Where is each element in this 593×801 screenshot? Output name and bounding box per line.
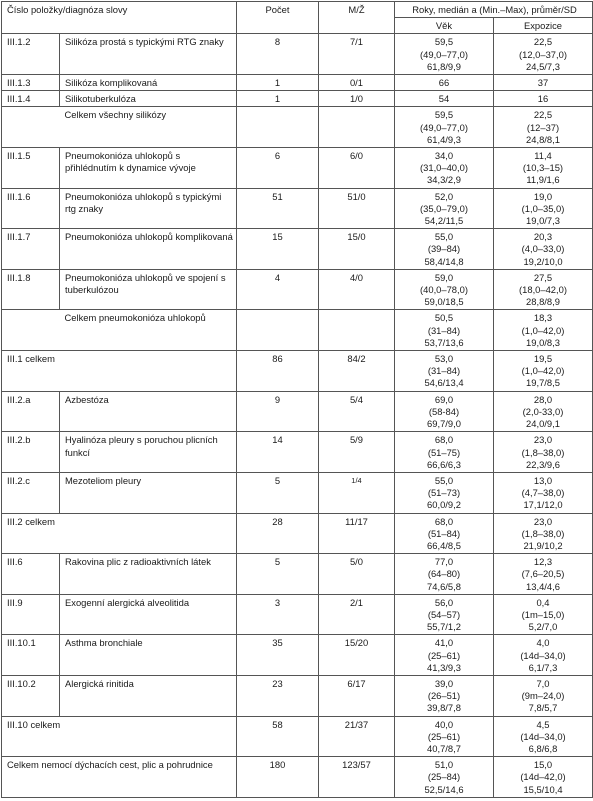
exposure-value: (12,0–37,0) xyxy=(519,48,567,60)
age-value: 66 xyxy=(438,77,450,89)
exposure-value: 28,8/8,9 xyxy=(526,296,560,308)
table-row xyxy=(2,554,593,595)
row-exposure xyxy=(494,594,593,635)
row-age xyxy=(395,554,494,595)
row-name: Celkem všechny silikózy xyxy=(60,107,237,148)
age-value: 74,6/5,8 xyxy=(427,580,461,592)
age-value: 50,5 xyxy=(434,312,454,324)
table-row xyxy=(2,391,593,432)
row-exposure xyxy=(494,513,593,554)
row-name: Mezoteliom pleury xyxy=(60,472,237,513)
age-value: 66,4/8,5 xyxy=(427,539,461,551)
age-value: 51,0 xyxy=(434,759,454,771)
row-mz: 15/0 xyxy=(319,229,395,270)
age-value: 39,0 xyxy=(434,677,454,689)
row-count: 3 xyxy=(237,594,319,635)
exposure-value: (4,0–33,0) xyxy=(521,243,565,255)
age-value: 59,5 xyxy=(434,36,454,48)
row-age xyxy=(395,675,494,716)
age-value: 41,0 xyxy=(434,637,454,649)
row-exposure xyxy=(494,351,593,392)
header-count: Počet xyxy=(237,2,319,34)
exposure-value: 7,8/5,7 xyxy=(528,702,558,714)
age-value: (25–61) xyxy=(427,730,461,742)
exposure-value: 6,1/7,3 xyxy=(528,661,558,673)
row-age xyxy=(395,472,494,513)
exposure-value: 4,0 xyxy=(536,637,550,649)
exposure-value: 7,0 xyxy=(536,677,550,689)
exposure-value: 13,4/4,6 xyxy=(526,580,560,592)
row-exposure xyxy=(494,75,593,91)
exposure-value: 23,0 xyxy=(533,515,553,527)
row-code: III.2.c xyxy=(2,472,60,513)
table-row xyxy=(2,594,593,635)
age-value: 40,0 xyxy=(434,718,454,730)
exposure-value: (1,8–38,0) xyxy=(521,527,565,539)
age-value: 55,0 xyxy=(434,474,454,486)
exposure-value: 19,5 xyxy=(533,353,553,365)
table-row xyxy=(2,107,593,148)
age-value: 59,5 xyxy=(434,109,454,121)
row-count: 15 xyxy=(237,229,319,270)
age-value: 55,7/1,2 xyxy=(427,621,461,633)
exposure-value: (12–37) xyxy=(526,121,560,133)
age-value: (31–84) xyxy=(427,324,461,336)
table-row xyxy=(2,716,593,757)
row-count: 35 xyxy=(237,635,319,676)
row-mz: 6/17 xyxy=(319,675,395,716)
age-value: (49,0–77,0) xyxy=(420,48,468,60)
table-row xyxy=(2,188,593,229)
age-value: (64–80) xyxy=(427,568,461,580)
row-name: Pneumokonióza uhlokopů s přihlédnutím k dynamice vývoje xyxy=(60,148,237,189)
exposure-value: 21,9/10,2 xyxy=(523,539,563,551)
exposure-value: (4,7–38,0) xyxy=(521,487,565,499)
row-count: 9 xyxy=(237,391,319,432)
row-code: III.2.b xyxy=(2,432,60,473)
row-name: Celkem pneumokonióza uhlokopů xyxy=(60,310,237,351)
age-value: 66,6/6,3 xyxy=(427,458,461,470)
row-code: Celkem nemocí dýchacích cest, plic a pohrudnice xyxy=(2,757,237,798)
age-value: (54–57) xyxy=(427,608,461,620)
exposure-value: 28,0 xyxy=(533,393,553,405)
exposure-value: 19,2/10,0 xyxy=(523,255,563,267)
exposure-value: (1,0–42,0) xyxy=(521,365,565,377)
age-value: 58,4/14,8 xyxy=(424,255,464,267)
exposure-value: (14d–34,0) xyxy=(520,649,566,661)
row-mz xyxy=(319,107,395,148)
exposure-value: 6,8/6,8 xyxy=(528,742,558,754)
age-value: (31,0–40,0) xyxy=(420,162,468,174)
row-count xyxy=(237,310,319,351)
row-count: 1 xyxy=(237,91,319,107)
row-exposure xyxy=(494,757,593,798)
age-value: (35,0–79,0) xyxy=(420,202,468,214)
header-exposure: Expozice xyxy=(494,18,593,34)
row-age xyxy=(395,91,494,107)
row-count xyxy=(237,107,319,148)
age-value: (39–84) xyxy=(427,243,461,255)
row-code: III.1.6 xyxy=(2,188,60,229)
exposure-value: 11,9/1,6 xyxy=(526,174,560,186)
row-mz: 123/57 xyxy=(319,757,395,798)
age-value: (31–84) xyxy=(427,365,461,377)
age-value: 77,0 xyxy=(434,556,454,568)
row-exposure xyxy=(494,91,593,107)
row-mz: 5/4 xyxy=(319,391,395,432)
row-count: 28 xyxy=(237,513,319,554)
row-code: III.1.4 xyxy=(2,91,60,107)
row-age xyxy=(395,757,494,798)
row-mz: 1/0 xyxy=(319,91,395,107)
exposure-value: 22,3/9,6 xyxy=(526,458,560,470)
row-count: 51 xyxy=(237,188,319,229)
exposure-value: (1,0–42,0) xyxy=(521,324,565,336)
row-count: 14 xyxy=(237,432,319,473)
row-count: 8 xyxy=(237,34,319,75)
exposure-value: 23,0 xyxy=(533,434,553,446)
age-value: 61,4/9,3 xyxy=(427,133,461,145)
age-value: (49,0–77,0) xyxy=(420,121,468,133)
row-code: III.2 celkem xyxy=(2,513,237,554)
age-value: 54,6/13,4 xyxy=(424,377,464,389)
exposure-value: 18,3 xyxy=(533,312,553,324)
age-value: (51–75) xyxy=(427,446,461,458)
row-count: 1 xyxy=(237,75,319,91)
age-value: (51–84) xyxy=(427,527,461,539)
table-row xyxy=(2,148,593,189)
age-value: 59,0 xyxy=(434,271,454,283)
row-exposure xyxy=(494,635,593,676)
exposure-value: 20,3 xyxy=(533,231,553,243)
row-age xyxy=(395,107,494,148)
row-age xyxy=(395,391,494,432)
exposure-value: (14d–34,0) xyxy=(520,730,566,742)
row-count: 86 xyxy=(237,351,319,392)
row-name: Silikóza prostá s typickými RTG znaky xyxy=(60,34,237,75)
row-mz: 7/1 xyxy=(319,34,395,75)
exposure-value: (2,0-33,0) xyxy=(522,405,564,417)
row-age xyxy=(395,432,494,473)
age-value: (58-84) xyxy=(428,405,460,417)
age-value: 34,3/2,9 xyxy=(427,174,461,186)
age-value: 60,0/9,2 xyxy=(427,499,461,511)
table-row xyxy=(2,310,593,351)
row-code: III.1.2 xyxy=(2,34,60,75)
exposure-value: 4,5 xyxy=(536,718,550,730)
header-years: Roky, medián a (Min.–Max), průměr/SD xyxy=(395,2,593,18)
row-age xyxy=(395,310,494,351)
exposure-value: 11,4 xyxy=(534,150,552,162)
age-value: (25–61) xyxy=(427,649,461,661)
age-value: 34,0 xyxy=(434,150,454,162)
age-value: 59,0/18,5 xyxy=(424,296,464,308)
row-age xyxy=(395,351,494,392)
row-exposure xyxy=(494,391,593,432)
exposure-value: 19,0/8,3 xyxy=(526,336,560,348)
age-value: 69,7/9,0 xyxy=(427,418,461,430)
row-mz: 11/17 xyxy=(319,513,395,554)
row-mz: 15/20 xyxy=(319,635,395,676)
row-age xyxy=(395,269,494,310)
age-value: 55,0 xyxy=(434,231,454,243)
row-mz: 2/1 xyxy=(319,594,395,635)
exposure-value: 19,0/7,3 xyxy=(526,215,560,227)
exposure-value: 24,5/7,3 xyxy=(526,60,560,72)
exposure-value: (14d–42,0) xyxy=(520,771,566,783)
table-row xyxy=(2,472,593,513)
table-body xyxy=(2,34,593,797)
row-count: 58 xyxy=(237,716,319,757)
row-code: III.10.1 xyxy=(2,635,60,676)
row-count: 23 xyxy=(237,675,319,716)
row-mz: 21/37 xyxy=(319,716,395,757)
exposure-value: 19,0 xyxy=(533,190,553,202)
age-value: 52,0 xyxy=(434,190,454,202)
table-row xyxy=(2,432,593,473)
exposure-value: 37 xyxy=(537,77,549,89)
exposure-value: 22,5 xyxy=(533,36,553,48)
row-code: III.6 xyxy=(2,554,60,595)
age-value: 56,0 xyxy=(434,596,454,608)
exposure-value: (7,6–20,5) xyxy=(521,568,565,580)
row-mz: 0/1 xyxy=(319,75,395,91)
row-mz: 6/0 xyxy=(319,148,395,189)
header-age: Věk xyxy=(395,18,494,34)
table-row xyxy=(2,635,593,676)
row-name: Pneumokonióza uhlokopů s typickými rtg znaky xyxy=(60,188,237,229)
row-code: III.10 celkem xyxy=(2,716,237,757)
row-mz xyxy=(319,310,395,351)
row-exposure xyxy=(494,188,593,229)
row-code: III.1.5 xyxy=(2,148,60,189)
row-name: Asthma bronchiale xyxy=(60,635,237,676)
exposure-value: 17,1/12,0 xyxy=(523,499,563,511)
row-age xyxy=(395,188,494,229)
row-age xyxy=(395,513,494,554)
row-exposure xyxy=(494,148,593,189)
row-name: Silikotuberkulóza xyxy=(60,91,237,107)
age-value: 39,8/7,8 xyxy=(427,702,461,714)
exposure-value: 15,0 xyxy=(533,759,553,771)
age-value: (26–51) xyxy=(427,690,461,702)
row-mz: 84/2 xyxy=(319,351,395,392)
row-age xyxy=(395,148,494,189)
row-mz: 5/9 xyxy=(319,432,395,473)
row-name: Silikóza komplikovaná xyxy=(60,75,237,91)
row-exposure xyxy=(494,107,593,148)
row-code-empty xyxy=(2,107,60,148)
exposure-value: (10,3–15) xyxy=(522,162,564,174)
table-row xyxy=(2,34,593,75)
exposure-value: 27,5 xyxy=(533,271,553,283)
row-exposure xyxy=(494,472,593,513)
table-row xyxy=(2,351,593,392)
row-name: Pneumokonióza uhlokopů ve spojení s tuberkulózou xyxy=(60,269,237,310)
row-count: 5 xyxy=(237,472,319,513)
row-name: Alergická rinitida xyxy=(60,675,237,716)
row-name: Azbestóza xyxy=(60,391,237,432)
exposure-value: 5,2/7,0 xyxy=(528,621,558,633)
row-count: 5 xyxy=(237,554,319,595)
row-exposure xyxy=(494,675,593,716)
row-code: III.2.a xyxy=(2,391,60,432)
age-value: 52,5/14,6 xyxy=(424,783,464,795)
row-age xyxy=(395,594,494,635)
age-value: 53,0 xyxy=(434,353,454,365)
row-age xyxy=(395,34,494,75)
exposure-value: 13,0 xyxy=(533,474,553,486)
row-count: 6 xyxy=(237,148,319,189)
age-value: 40,7/8,7 xyxy=(427,742,461,754)
row-exposure xyxy=(494,229,593,270)
age-value: 53,7/13,6 xyxy=(424,336,464,348)
row-code: III.1.3 xyxy=(2,75,60,91)
age-value: (25–84) xyxy=(427,771,461,783)
row-mz: 1/4 xyxy=(319,472,395,513)
row-name: Rakovina plic z radioaktivních látek xyxy=(60,554,237,595)
row-exposure xyxy=(494,269,593,310)
row-count: 4 xyxy=(237,269,319,310)
row-exposure xyxy=(494,310,593,351)
row-age xyxy=(395,716,494,757)
age-value: (51–73) xyxy=(427,487,461,499)
table-row xyxy=(2,757,593,798)
table-row xyxy=(2,75,593,91)
age-value: (40,0–78,0) xyxy=(420,284,468,296)
exposure-value: 12,3 xyxy=(533,556,553,568)
row-exposure xyxy=(494,34,593,75)
disease-table xyxy=(1,1,593,798)
row-exposure xyxy=(494,432,593,473)
row-mz: 4/0 xyxy=(319,269,395,310)
table-row xyxy=(2,675,593,716)
exposure-value: (1,0–35,0) xyxy=(521,202,565,214)
exposure-value: (1m–15,0) xyxy=(521,608,565,620)
exposure-value: (1,8–38,0) xyxy=(521,446,565,458)
row-mz: 5/0 xyxy=(319,554,395,595)
row-code: III.1.8 xyxy=(2,269,60,310)
age-value: 61,8/9,9 xyxy=(427,60,461,72)
age-value: 69,0 xyxy=(434,393,454,405)
exposure-value: 24,8/8,1 xyxy=(526,133,560,145)
row-name: Exogenní alergická alveolitida xyxy=(60,594,237,635)
age-value: 54 xyxy=(438,93,450,105)
row-exposure xyxy=(494,554,593,595)
row-name: Pneumokonióza uhlokopů komplikovaná xyxy=(60,229,237,270)
table-row xyxy=(2,91,593,107)
exposure-value: 24,0/9,1 xyxy=(526,418,560,430)
exposure-value: (9m–24,0) xyxy=(521,690,565,702)
age-value: 41,3/9,3 xyxy=(427,661,461,673)
row-count: 180 xyxy=(237,757,319,798)
exposure-value: (18,0–42,0) xyxy=(519,284,567,296)
row-exposure xyxy=(494,716,593,757)
row-code: III.10.2 xyxy=(2,675,60,716)
row-age xyxy=(395,635,494,676)
row-age xyxy=(395,229,494,270)
exposure-value: 19,7/8,5 xyxy=(526,377,560,389)
table-row xyxy=(2,229,593,270)
exposure-value: 0,4 xyxy=(536,596,550,608)
row-age xyxy=(395,75,494,91)
age-value: 68,0 xyxy=(434,434,454,446)
exposure-value: 16 xyxy=(537,93,549,105)
row-mz: 51/0 xyxy=(319,188,395,229)
table-row xyxy=(2,269,593,310)
row-code-empty xyxy=(2,310,60,351)
header-mz: M/Ž xyxy=(319,2,395,34)
row-code: III.9 xyxy=(2,594,60,635)
header-row xyxy=(2,2,593,18)
row-code: III.1 celkem xyxy=(2,351,237,392)
row-code: III.1.7 xyxy=(2,229,60,270)
table-row xyxy=(2,513,593,554)
header-item: Číslo položky/diagnóza slovy xyxy=(2,2,237,34)
exposure-value: 15,5/10,4 xyxy=(523,783,563,795)
age-value: 68,0 xyxy=(434,515,454,527)
row-name: Hyalinóza pleury s poruchou plicních funkcí xyxy=(60,432,237,473)
age-value: 54,2/11,5 xyxy=(424,215,464,227)
exposure-value: 22,5 xyxy=(533,109,553,121)
